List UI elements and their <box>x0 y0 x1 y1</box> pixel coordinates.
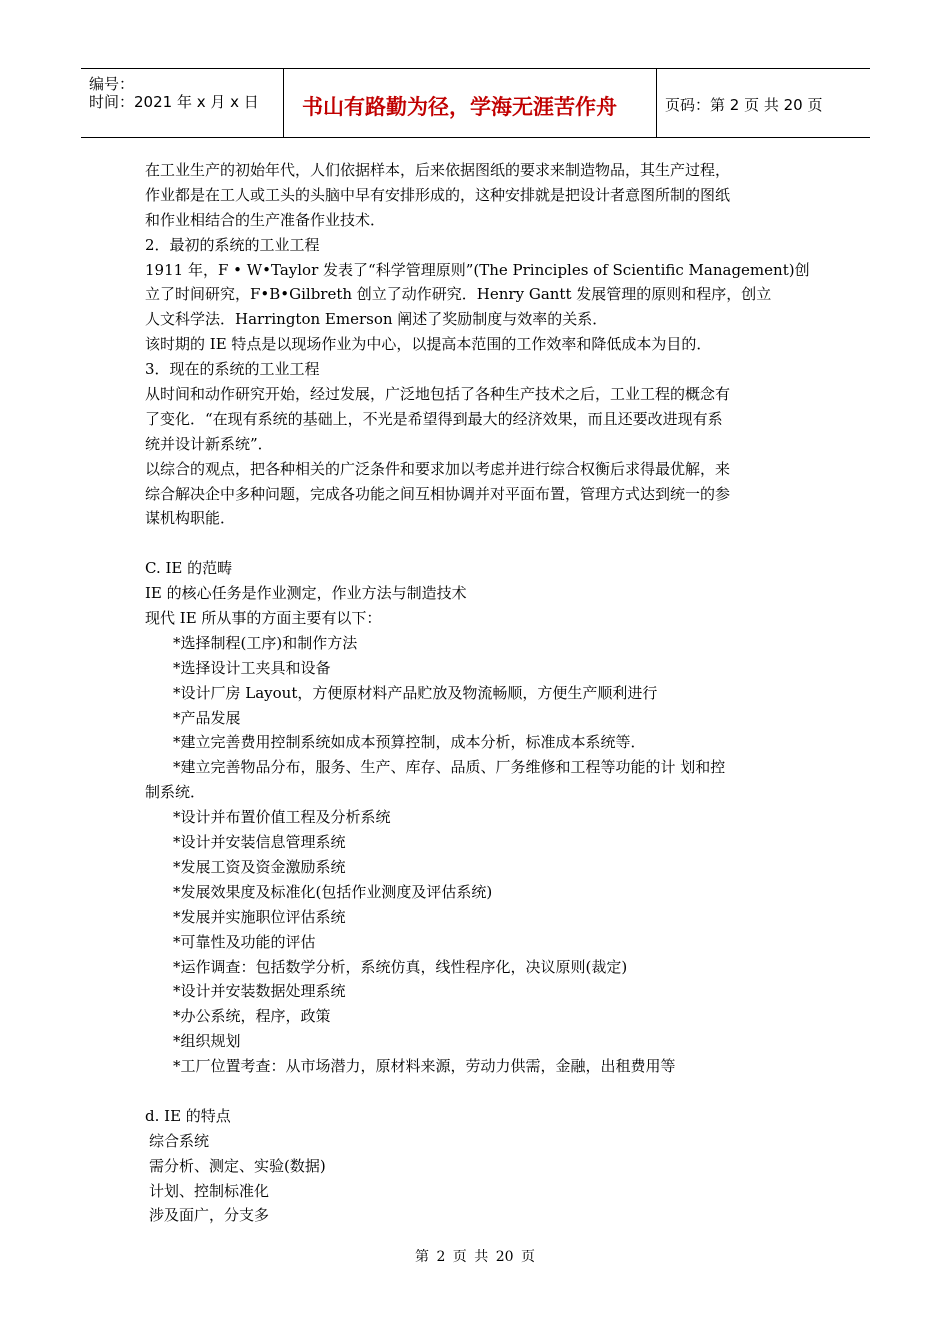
scope-item-wrap: 制系统． <box>145 783 206 802</box>
section-heading-2: 2．最初的系统的工业工程 <box>145 235 320 254</box>
page-header <box>81 68 870 138</box>
header-page-cell <box>657 69 870 137</box>
scope-item: *运作调查：包括数学分析，系统仿真，线性程序化，决议原则(裁定) <box>173 957 628 976</box>
feature-item: 涉及面广，分支多 <box>149 1206 270 1225</box>
body-line: 和作业相结合的生产准备作业技术． <box>145 210 386 229</box>
body-line: IE 的核心任务是作业测定，作业方法与制造技术 <box>145 584 467 603</box>
section-heading-3: 3．现在的系统的工业工程 <box>145 360 320 379</box>
section-heading-d: d. IE 的特点 <box>145 1106 231 1125</box>
scope-item: *可靠性及功能的评估 <box>173 932 316 951</box>
header-motto-cell <box>284 69 657 137</box>
scope-item: *产品发展 <box>173 708 241 727</box>
body-line: 综合解决企中多种问题，完成各功能之间互相协调并对平面布置，管理方式达到统一的参 <box>145 484 731 503</box>
doc-date-label: 时间：2021 年 x 月 x 日 <box>89 93 259 111</box>
feature-item: 综合系统 <box>149 1131 210 1150</box>
body-line: 以综合的观点，把各种相关的广泛条件和要求加以考虑并进行综合权衡后求得最优解，来 <box>145 459 731 478</box>
document-body <box>145 158 810 1228</box>
feature-item: 计划、控制标准化 <box>149 1181 270 1200</box>
scope-item: *建立完善费用控制系统如成本预算控制，成本分析，标准成本系统等． <box>173 733 646 752</box>
body-line: 人文科学法．Harrington Emerson 阐述了奖励制度与效率的关系． <box>145 310 608 329</box>
body-line: 在工业生产的初始年代，人们依据样本，后来依据图纸的要求来制造物品，其生产过程， <box>145 161 731 179</box>
scope-item: *发展效果度及标准化(包括作业测度及评估系统) <box>173 882 493 901</box>
scope-item: *组织规划 <box>173 1032 241 1051</box>
blank-line <box>145 531 810 556</box>
body-line: 谋机构职能． <box>145 509 236 528</box>
body-line: 从时间和动作研究开始，经过发展，广泛地包括了各种生产技术之后，工业工程的概念有 <box>145 385 731 404</box>
feature-item: 需分析、测定、实验(数据) <box>149 1156 326 1175</box>
body-line: 现代 IE 所从事的方面主要有以下： <box>145 609 382 628</box>
page-footer: 第 2 页 共 20 页 <box>415 1249 535 1265</box>
body-line: 了变化．“在现有系统的基础上，不光是希望得到最大的经济效果，而且还要改进现有系 <box>145 409 723 428</box>
section-heading-c: C. IE 的范畴 <box>145 559 233 578</box>
body-line: 该时期的 IE 特点是以现场作业为中心，以提高本范围的工作效率和降低成本为目的． <box>145 335 712 354</box>
header-page-info: 页码：第 2 页 共 20 页 <box>665 96 823 114</box>
scope-item: *发展工资及资金激励系统 <box>173 857 346 876</box>
body-line: 1911 年，F • W•Taylor 发表了“科学管理原则”(The Principles of Scientific Management)创 <box>145 260 810 279</box>
scope-item: *设计并安装信息管理系统 <box>173 833 346 852</box>
scope-item: *选择制程(工序)和制作方法 <box>173 633 358 652</box>
body-line: 立了时间研究，F•B•Gilbreth 创立了动作研究．Henry Gantt 发展管理的原则和程序，创立 <box>145 285 772 304</box>
blank-line <box>145 1079 810 1104</box>
scope-item: *选择设计工夹具和设备 <box>173 658 331 677</box>
scope-item: *设计并布置价值工程及分析系统 <box>173 808 391 827</box>
header-meta <box>81 69 284 137</box>
scope-item: *设计并安装数据处理系统 <box>173 982 346 1001</box>
doc-number-label: 编号： <box>89 75 135 93</box>
body-line: 作业都是在工人或工头的头脑中早有安排形成的，这种安排就是把设计者意图所制的图纸 <box>145 185 731 204</box>
body-line: 统并设计新系统”． <box>145 434 273 453</box>
scope-item: *建立完善物品分布，服务、生产、库存、品质、厂务维修和工程等功能的计 划和控 <box>173 758 726 777</box>
scope-item: *办公系统，程序，政策 <box>173 1007 331 1026</box>
header-motto: 书山有路勤为径，学海无涯苦作舟 <box>302 95 617 119</box>
scope-item: *设计厂房 Layout，方便原材料产品贮放及物流畅顺，方便生产顺利进行 <box>173 683 658 702</box>
scope-item: *工厂位置考查：从市场潜力，原材料来源，劳动力供需，金融，出租费用等 <box>173 1057 676 1076</box>
scope-item: *发展并实施职位评估系统 <box>173 907 346 926</box>
